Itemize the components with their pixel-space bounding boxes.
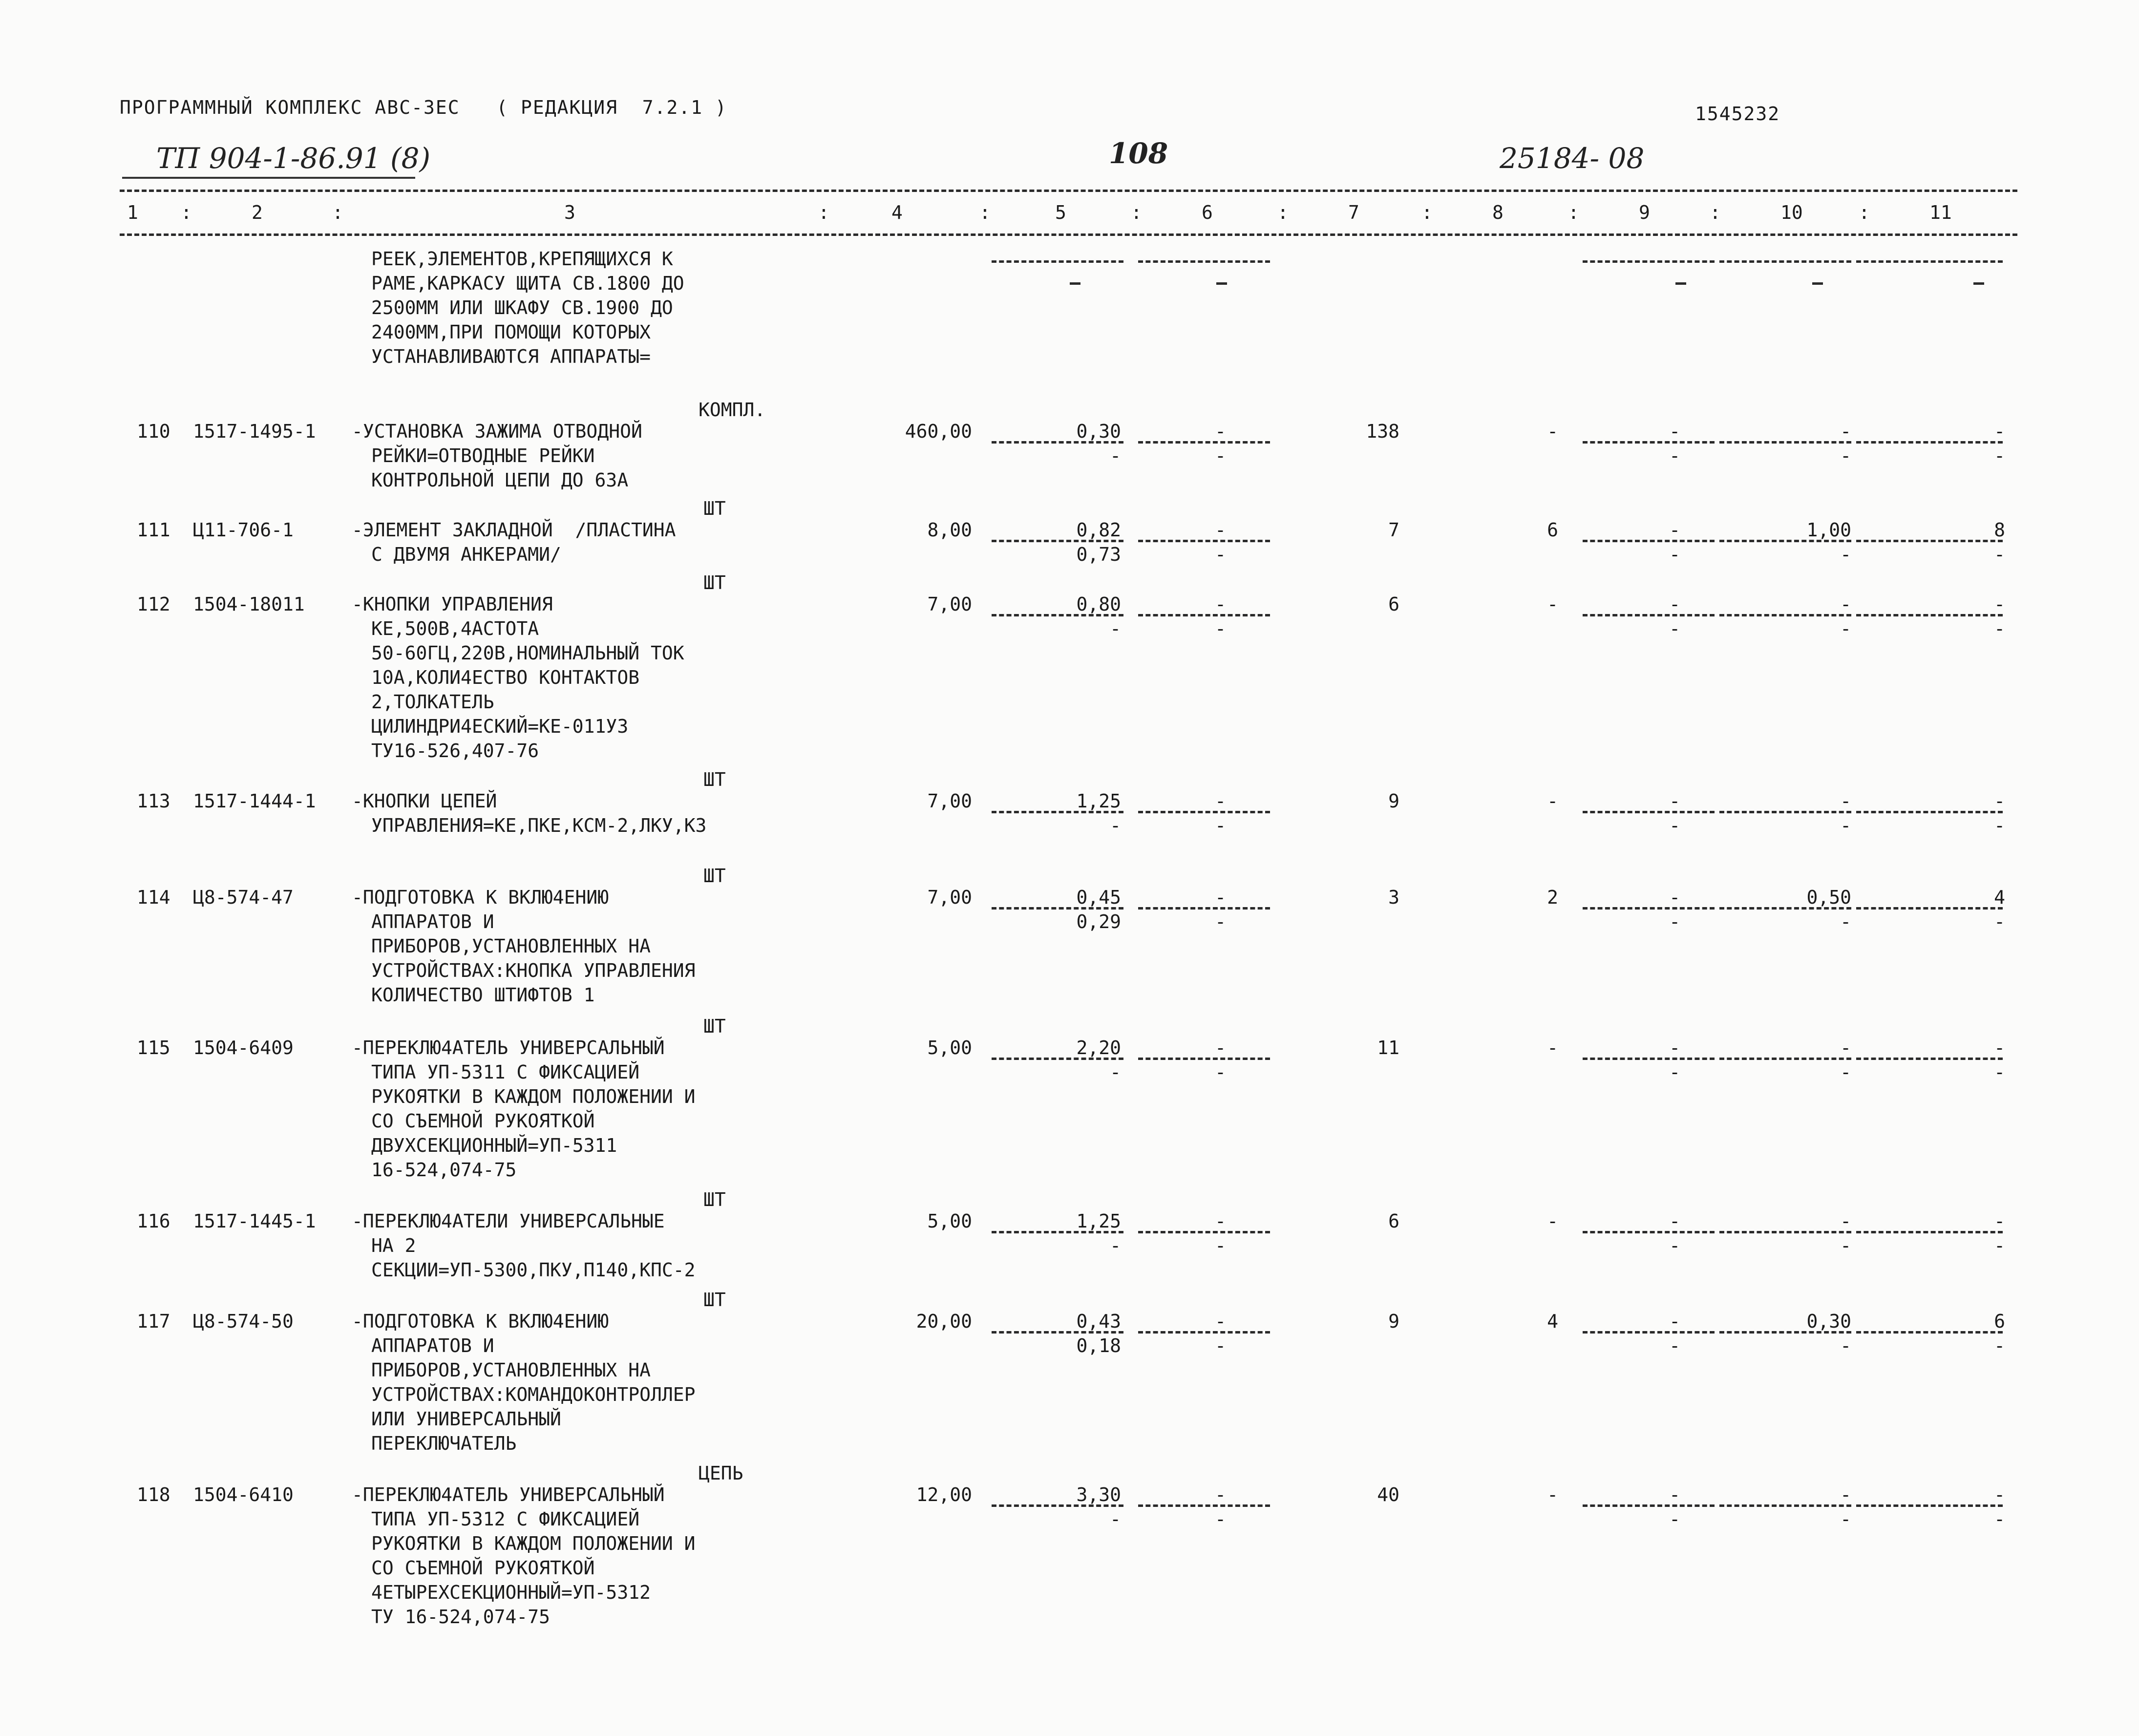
row-description-line: КОЛИЧЕСТВО ШТИФТОВ 1 [371,984,595,1006]
dashed-separator [1719,811,1851,813]
row-description-line: ПРИБОРОВ,УСТАНОВЛЕННЫХ НА [371,1359,651,1381]
dashed-separator [1583,907,1715,910]
column-number-7: 7 [1348,202,1359,223]
dashed-separator [1583,260,1715,263]
header-rule-top [120,190,2017,192]
cell-col-6: - [1215,790,1226,812]
cell-col-11: - [1994,790,2005,812]
cell-col-11-lower: - [1994,1235,2005,1256]
cell-col-11: 8 [1994,519,2005,541]
cell-col-5: 0,45 [1076,887,1121,908]
dashed-separator [1856,907,2003,910]
column-separator: : [1277,202,1289,223]
dash-mark [1675,282,1686,285]
row-code: Ц8-574-50 [193,1311,294,1332]
column-number-6: 6 [1202,202,1213,223]
cell-col-7: 6 [1388,1210,1399,1232]
row-description-line: ЦИЛИНДРИ4ЕСКИЙ=КЕ-011У3 [371,716,629,737]
cell-col-9-lower: - [1669,1335,1680,1356]
row-description-line: РУКОЯТКИ В КАЖДОМ ПОЛОЖЕНИИ И [371,1086,696,1107]
cell-col-11: 6 [1994,1311,2005,1332]
row-description-line: -ЭЛЕМЕНТ ЗАКЛАДНОЙ /ПЛАСТИНА [352,519,676,541]
cell-col-7: 11 [1377,1037,1399,1059]
cell-col-10-lower: - [1840,1335,1851,1356]
column-number-8: 8 [1492,202,1504,223]
continuation-line: РЕЕК,ЭЛЕМЕНТОВ,КРЕПЯЩИХСЯ К [371,248,673,270]
cell-col-7: 9 [1388,790,1399,812]
row-description-line: ПРИБОРОВ,УСТАНОВЛЕННЫХ НА [371,935,651,957]
cell-col-9: - [1669,1210,1680,1232]
row-description-line: С ДВУМЯ АНКЕРАМИ/ [371,544,561,565]
handwritten-sheet-code: 25184- 08 [1500,142,1645,175]
cell-col-10-lower: - [1840,1061,1851,1083]
cell-col-6: - [1215,887,1226,908]
row-code: 1504-6409 [193,1037,294,1059]
dashed-separator [992,811,1123,813]
dashed-separator [1719,260,1851,263]
handwritten-page-number: 108 [1109,137,1168,170]
cell-col-11: 4 [1994,887,2005,908]
row-code: 1517-1495-1 [193,421,316,442]
cell-col-5-lower: - [1110,1508,1121,1530]
dashed-separator [1138,1231,1270,1233]
dashed-separator [1719,1058,1851,1060]
row-description-line: ИЛИ УНИВЕРСАЛЬНЫЙ [371,1408,561,1430]
cell-col-9: - [1669,519,1680,541]
row-number: 115 [137,1037,170,1059]
dashed-separator [1856,614,2003,616]
row-description-line: -ПЕРЕКЛЮ4АТЕЛИ УНИВЕРСАЛЬНЫЕ [352,1210,665,1232]
dashed-separator [992,441,1123,444]
cell-col-11: - [1994,1484,2005,1505]
dashed-separator [1138,1504,1270,1507]
cell-col-7: 7 [1388,519,1399,541]
cell-col-6-lower: - [1215,445,1226,466]
cell-col-6: - [1215,1484,1226,1505]
column-separator: : [1131,202,1142,223]
row-description-line: -ПОДГОТОВКА К ВКЛЮ4ЕНИЮ [352,1311,609,1332]
cell-col-5-lower: 0,29 [1076,911,1121,932]
row-code: Ц8-574-47 [193,887,294,908]
cell-col-10-lower: - [1840,1508,1851,1530]
cell-col-10-lower: - [1840,815,1851,836]
cell-col-10: - [1840,1210,1851,1232]
dash-mark [1070,282,1080,285]
cell-col-9: - [1669,1037,1680,1059]
column-number-11: 11 [1929,202,1952,223]
dashed-separator [1138,907,1270,910]
dashed-separator [1856,1058,2003,1060]
dashed-separator [1583,441,1715,444]
dashed-separator [1583,540,1715,542]
dashed-separator [1719,614,1851,616]
dashed-separator [1583,1231,1715,1233]
cell-col-9-lower: - [1669,1061,1680,1083]
cell-col-6-lower: - [1215,1235,1226,1256]
cell-col-6-lower: - [1215,1508,1226,1530]
cell-col-5: 3,30 [1076,1484,1121,1505]
cell-col-10-lower: - [1840,445,1851,466]
dashed-separator [1856,1231,2003,1233]
unit-label: ШТ [703,1016,726,1037]
cell-col-9: - [1669,421,1680,442]
row-description-line: -КНОПКИ УПРАВЛЕНИЯ [352,593,553,615]
cell-col-11-lower: - [1994,1508,2005,1530]
row-description-line: РЕЙКИ=ОТВОДНЫЕ РЕЙКИ [371,445,595,466]
cell-col-4: 20,00 [916,1311,972,1332]
column-separator: : [818,202,829,223]
cell-col-4: 5,00 [927,1210,972,1232]
cell-col-8: - [1547,1210,1558,1232]
cell-col-7: 138 [1366,421,1399,442]
cell-col-8: 2 [1547,887,1558,908]
row-description-line: ТУ16-526,407-76 [371,740,539,762]
unit-label: ШТ [703,1289,726,1311]
row-description-line: -ПЕРЕКЛЮ4АТЕЛЬ УНИВЕРСАЛЬНЫЙ [352,1037,665,1059]
row-number: 118 [137,1484,170,1505]
cell-col-9-lower: - [1669,815,1680,836]
row-description-line: СО СЪЕМНОЙ РУКОЯТКОЙ [371,1557,595,1579]
cell-col-4: 7,00 [927,887,972,908]
cell-col-6-lower: - [1215,544,1226,565]
row-description-line: АППАРАТОВ И [371,911,494,932]
cell-col-10: 0,30 [1806,1311,1851,1332]
row-description-line: СЕКЦИИ=УП-5300,ПКУ,П140,КПС-2 [371,1259,696,1281]
row-description-line: ПЕРЕКЛЮЧАТЕЛЬ [371,1433,517,1454]
row-number: 117 [137,1311,170,1332]
cell-col-8: - [1547,1037,1558,1059]
cell-col-11-lower: - [1994,911,2005,932]
cell-col-11-lower: - [1994,1335,2005,1356]
dash-mark [1216,282,1227,285]
cell-col-8: - [1547,593,1558,615]
cell-col-6-lower: - [1215,1335,1226,1356]
dashed-separator [1138,614,1270,616]
row-description-line: -УСТАНОВКА ЗАЖИМА ОТВОДНОЙ [352,421,642,442]
cell-col-6: - [1215,1210,1226,1232]
cell-col-5: 0,43 [1076,1311,1121,1332]
dashed-separator [992,260,1123,263]
dashed-separator [992,1504,1123,1507]
row-code: 1517-1444-1 [193,790,316,812]
cell-col-5: 1,25 [1076,790,1121,812]
cell-col-10: - [1840,790,1851,812]
cell-col-11: - [1994,1210,2005,1232]
cell-col-5-lower: - [1110,445,1121,466]
column-number-2: 2 [252,202,263,223]
cell-col-7: 40 [1377,1484,1399,1505]
cell-col-9-lower: - [1669,445,1680,466]
unit-label: КОМПЛ. [699,399,766,421]
cell-col-11-lower: - [1994,618,2005,639]
cell-col-4: 12,00 [916,1484,972,1505]
cell-col-6: - [1215,421,1226,442]
dashed-separator [1138,441,1270,444]
column-separator: : [1710,202,1721,223]
cell-col-10: - [1840,593,1851,615]
unit-label: ШТ [703,1189,726,1210]
dashed-separator [1583,811,1715,813]
row-description-line: УСТРОЙСТВАХ:КНОПКА УПРАВЛЕНИЯ [371,960,696,981]
cell-col-4: 460,00 [905,421,972,442]
continuation-line: УСТАНАВЛИВАЮТСЯ АППАРАТЫ= [371,346,651,367]
row-description-line: ТИПА УП-5312 С ФИКСАЦИЕЙ [371,1508,640,1530]
cell-col-6: - [1215,519,1226,541]
cell-col-10: 1,00 [1806,519,1851,541]
row-code: Ц11-706-1 [193,519,294,541]
header-rule-bottom [120,233,2017,236]
row-description-line: 4ЕТЫРЕХСЕКЦИОННЫЙ=УП-5312 [371,1582,651,1603]
cell-col-6: - [1215,1037,1226,1059]
dashed-separator [1138,1058,1270,1060]
cell-col-6-lower: - [1215,1061,1226,1083]
dashed-separator [1583,614,1715,616]
unit-label: ШТ [703,498,726,519]
cell-col-11: - [1994,593,2005,615]
cell-col-9: - [1669,1484,1680,1505]
dash-mark [1812,282,1823,285]
unit-label: ШТ [703,769,726,790]
dashed-separator [1719,1231,1851,1233]
dashed-separator [1719,540,1851,542]
row-description-line: НА 2 [371,1235,416,1256]
cell-col-4: 7,00 [927,790,972,812]
dashed-separator [1583,1058,1715,1060]
row-description-line: ТУ 16-524,074-75 [371,1606,551,1628]
continuation-line: 2500ММ ИЛИ ШКАФУ СВ.1900 ДО [371,297,673,318]
cell-col-5-lower: 0,73 [1076,544,1121,565]
dashed-separator [1856,260,2003,263]
cell-col-10: 0,50 [1806,887,1851,908]
cell-col-11-lower: - [1994,815,2005,836]
cell-col-10-lower: - [1840,618,1851,639]
continuation-line: РАМЕ,КАРКАСУ ЩИТА СВ.1800 ДО [371,273,684,294]
cell-col-11-lower: - [1994,445,2005,466]
cell-col-5: 2,20 [1076,1037,1121,1059]
unit-label: ЦЕПЬ [699,1462,743,1484]
cell-col-6-lower: - [1215,618,1226,639]
handwritten-project-number: ТП 904-1-86.91 (8) [156,142,431,175]
cell-col-10-lower: - [1840,1235,1851,1256]
dashed-separator [992,1058,1123,1060]
cell-col-7: 9 [1388,1311,1399,1332]
cell-col-5-lower: - [1110,1061,1121,1083]
cell-col-4: 5,00 [927,1037,972,1059]
dashed-separator [1138,1331,1270,1334]
cell-col-8: - [1547,421,1558,442]
cell-col-5: 0,82 [1076,519,1121,541]
cell-col-11: - [1994,421,2005,442]
row-description-line: УСТРОЙСТВАХ:КОМАНДОКОНТРОЛЛЕР [371,1384,696,1405]
cell-col-6-lower: - [1215,911,1226,932]
row-description-line: КЕ,500В,4АСТОТА [371,618,539,639]
cell-col-9-lower: - [1669,1508,1680,1530]
cell-col-6: - [1215,1311,1226,1332]
row-description-line: 50-60ГЦ,220В,НОМИНАЛЬНЫЙ ТОК [371,642,684,664]
cell-col-9-lower: - [1669,618,1680,639]
cell-col-5-lower: - [1110,618,1121,639]
cell-col-9: - [1669,593,1680,615]
cell-col-7: 3 [1388,887,1399,908]
dashed-separator [1856,441,2003,444]
column-number-1: 1 [127,202,138,223]
column-number-10: 10 [1780,202,1803,223]
row-description-line: 10А,КОЛИ4ЕСТВО КОНТАКТОВ [371,667,640,688]
dashed-separator [1856,540,2003,542]
unit-label: ШТ [703,865,726,887]
row-description-line: РУКОЯТКИ В КАЖДОМ ПОЛОЖЕНИИ И [371,1533,696,1554]
cell-col-4: 7,00 [927,593,972,615]
cell-col-5-lower: - [1110,1235,1121,1256]
cell-col-5-lower: 0,18 [1076,1335,1121,1356]
unit-label: ШТ [703,572,726,593]
row-description-line: 2,ТОЛКАТЕЛЬ [371,691,494,713]
cell-col-6-lower: - [1215,815,1226,836]
row-number: 116 [137,1210,170,1232]
cell-col-10: - [1840,1484,1851,1505]
cell-col-5: 0,30 [1076,421,1121,442]
row-description-line: АППАРАТОВ И [371,1335,494,1356]
dashed-separator [1719,1504,1851,1507]
cell-col-8: 6 [1547,519,1558,541]
column-separator: : [979,202,991,223]
cell-col-10: - [1840,421,1851,442]
continuation-line: 2400ММ,ПРИ ПОМОЩИ КОТОРЫХ [371,321,651,343]
dashed-separator [992,1231,1123,1233]
program-line: ПРОГРАММНЫЙ КОМПЛЕКС АВС-3ЕС ( РЕДАКЦИЯ 7.2.1 ) [120,97,727,118]
column-separator: : [1421,202,1433,223]
cell-col-5: 0,80 [1076,593,1121,615]
dashed-separator [1719,441,1851,444]
dashed-separator [1138,540,1270,542]
row-description-line: 16-524,074-75 [371,1159,517,1181]
cell-col-9: - [1669,790,1680,812]
row-description-line: КОНТРОЛЬНОЙ ЦЕПИ ДО 63А [371,469,629,491]
row-number: 113 [137,790,170,812]
cell-col-11-lower: - [1994,1061,2005,1083]
row-description-line: ТИПА УП-5311 С ФИКСАЦИЕЙ [371,1061,640,1083]
row-code: 1504-18011 [193,593,305,615]
cell-col-4: 8,00 [927,519,972,541]
row-description-line: -ПОДГОТОВКА К ВКЛЮ4ЕНИЮ [352,887,609,908]
doc-code: 1545232 [1695,103,1780,125]
dashed-separator [1856,1331,2003,1334]
dashed-separator [1719,907,1851,910]
row-description-line: УПРАВЛЕНИЯ=КЕ,ПКЕ,КСМ-2,ЛКУ,КЗ [371,815,707,836]
dashed-separator [1583,1504,1715,1507]
cell-col-5-lower: - [1110,815,1121,836]
column-number-5: 5 [1055,202,1066,223]
column-number-4: 4 [891,202,903,223]
column-number-9: 9 [1639,202,1650,223]
row-number: 111 [137,519,170,541]
dashed-separator [1856,811,2003,813]
row-description-line: ДВУХСЕКЦИОННЫЙ=УП-5311 [371,1135,617,1156]
dashed-separator [992,614,1123,616]
column-separator: : [332,202,343,223]
dash-mark [1973,282,1984,285]
cell-col-9: - [1669,887,1680,908]
column-separator: : [1568,202,1579,223]
row-code: 1504-6410 [193,1484,294,1505]
underline [122,177,415,179]
dashed-separator [1583,1331,1715,1334]
cell-col-9-lower: - [1669,911,1680,932]
cell-col-5: 1,25 [1076,1210,1121,1232]
row-number: 114 [137,887,170,908]
dashed-separator [1138,811,1270,813]
column-separator: : [1859,202,1870,223]
row-code: 1517-1445-1 [193,1210,316,1232]
cell-col-8: - [1547,1484,1558,1505]
cell-col-10: - [1840,1037,1851,1059]
cell-col-6: - [1215,593,1226,615]
cell-col-8: - [1547,790,1558,812]
cell-col-9-lower: - [1669,1235,1680,1256]
cell-col-11-lower: - [1994,544,2005,565]
cell-col-9-lower: - [1669,544,1680,565]
cell-col-10-lower: - [1840,544,1851,565]
row-number: 110 [137,421,170,442]
cell-col-10-lower: - [1840,911,1851,932]
dashed-separator [1138,260,1270,263]
column-number-3: 3 [564,202,575,223]
column-separator: : [181,202,192,223]
row-description-line: СО СЪЕМНОЙ РУКОЯТКОЙ [371,1110,595,1132]
dashed-separator [1719,1331,1851,1334]
cell-col-8: 4 [1547,1311,1558,1332]
cell-col-9: - [1669,1311,1680,1332]
row-number: 112 [137,593,170,615]
cell-col-11: - [1994,1037,2005,1059]
dashed-separator [1856,1504,2003,1507]
cell-col-7: 6 [1388,593,1399,615]
row-description-line: -ПЕРЕКЛЮ4АТЕЛЬ УНИВЕРСАЛЬНЫЙ [352,1484,665,1505]
row-description-line: -КНОПКИ ЦЕПЕЙ [352,790,497,812]
